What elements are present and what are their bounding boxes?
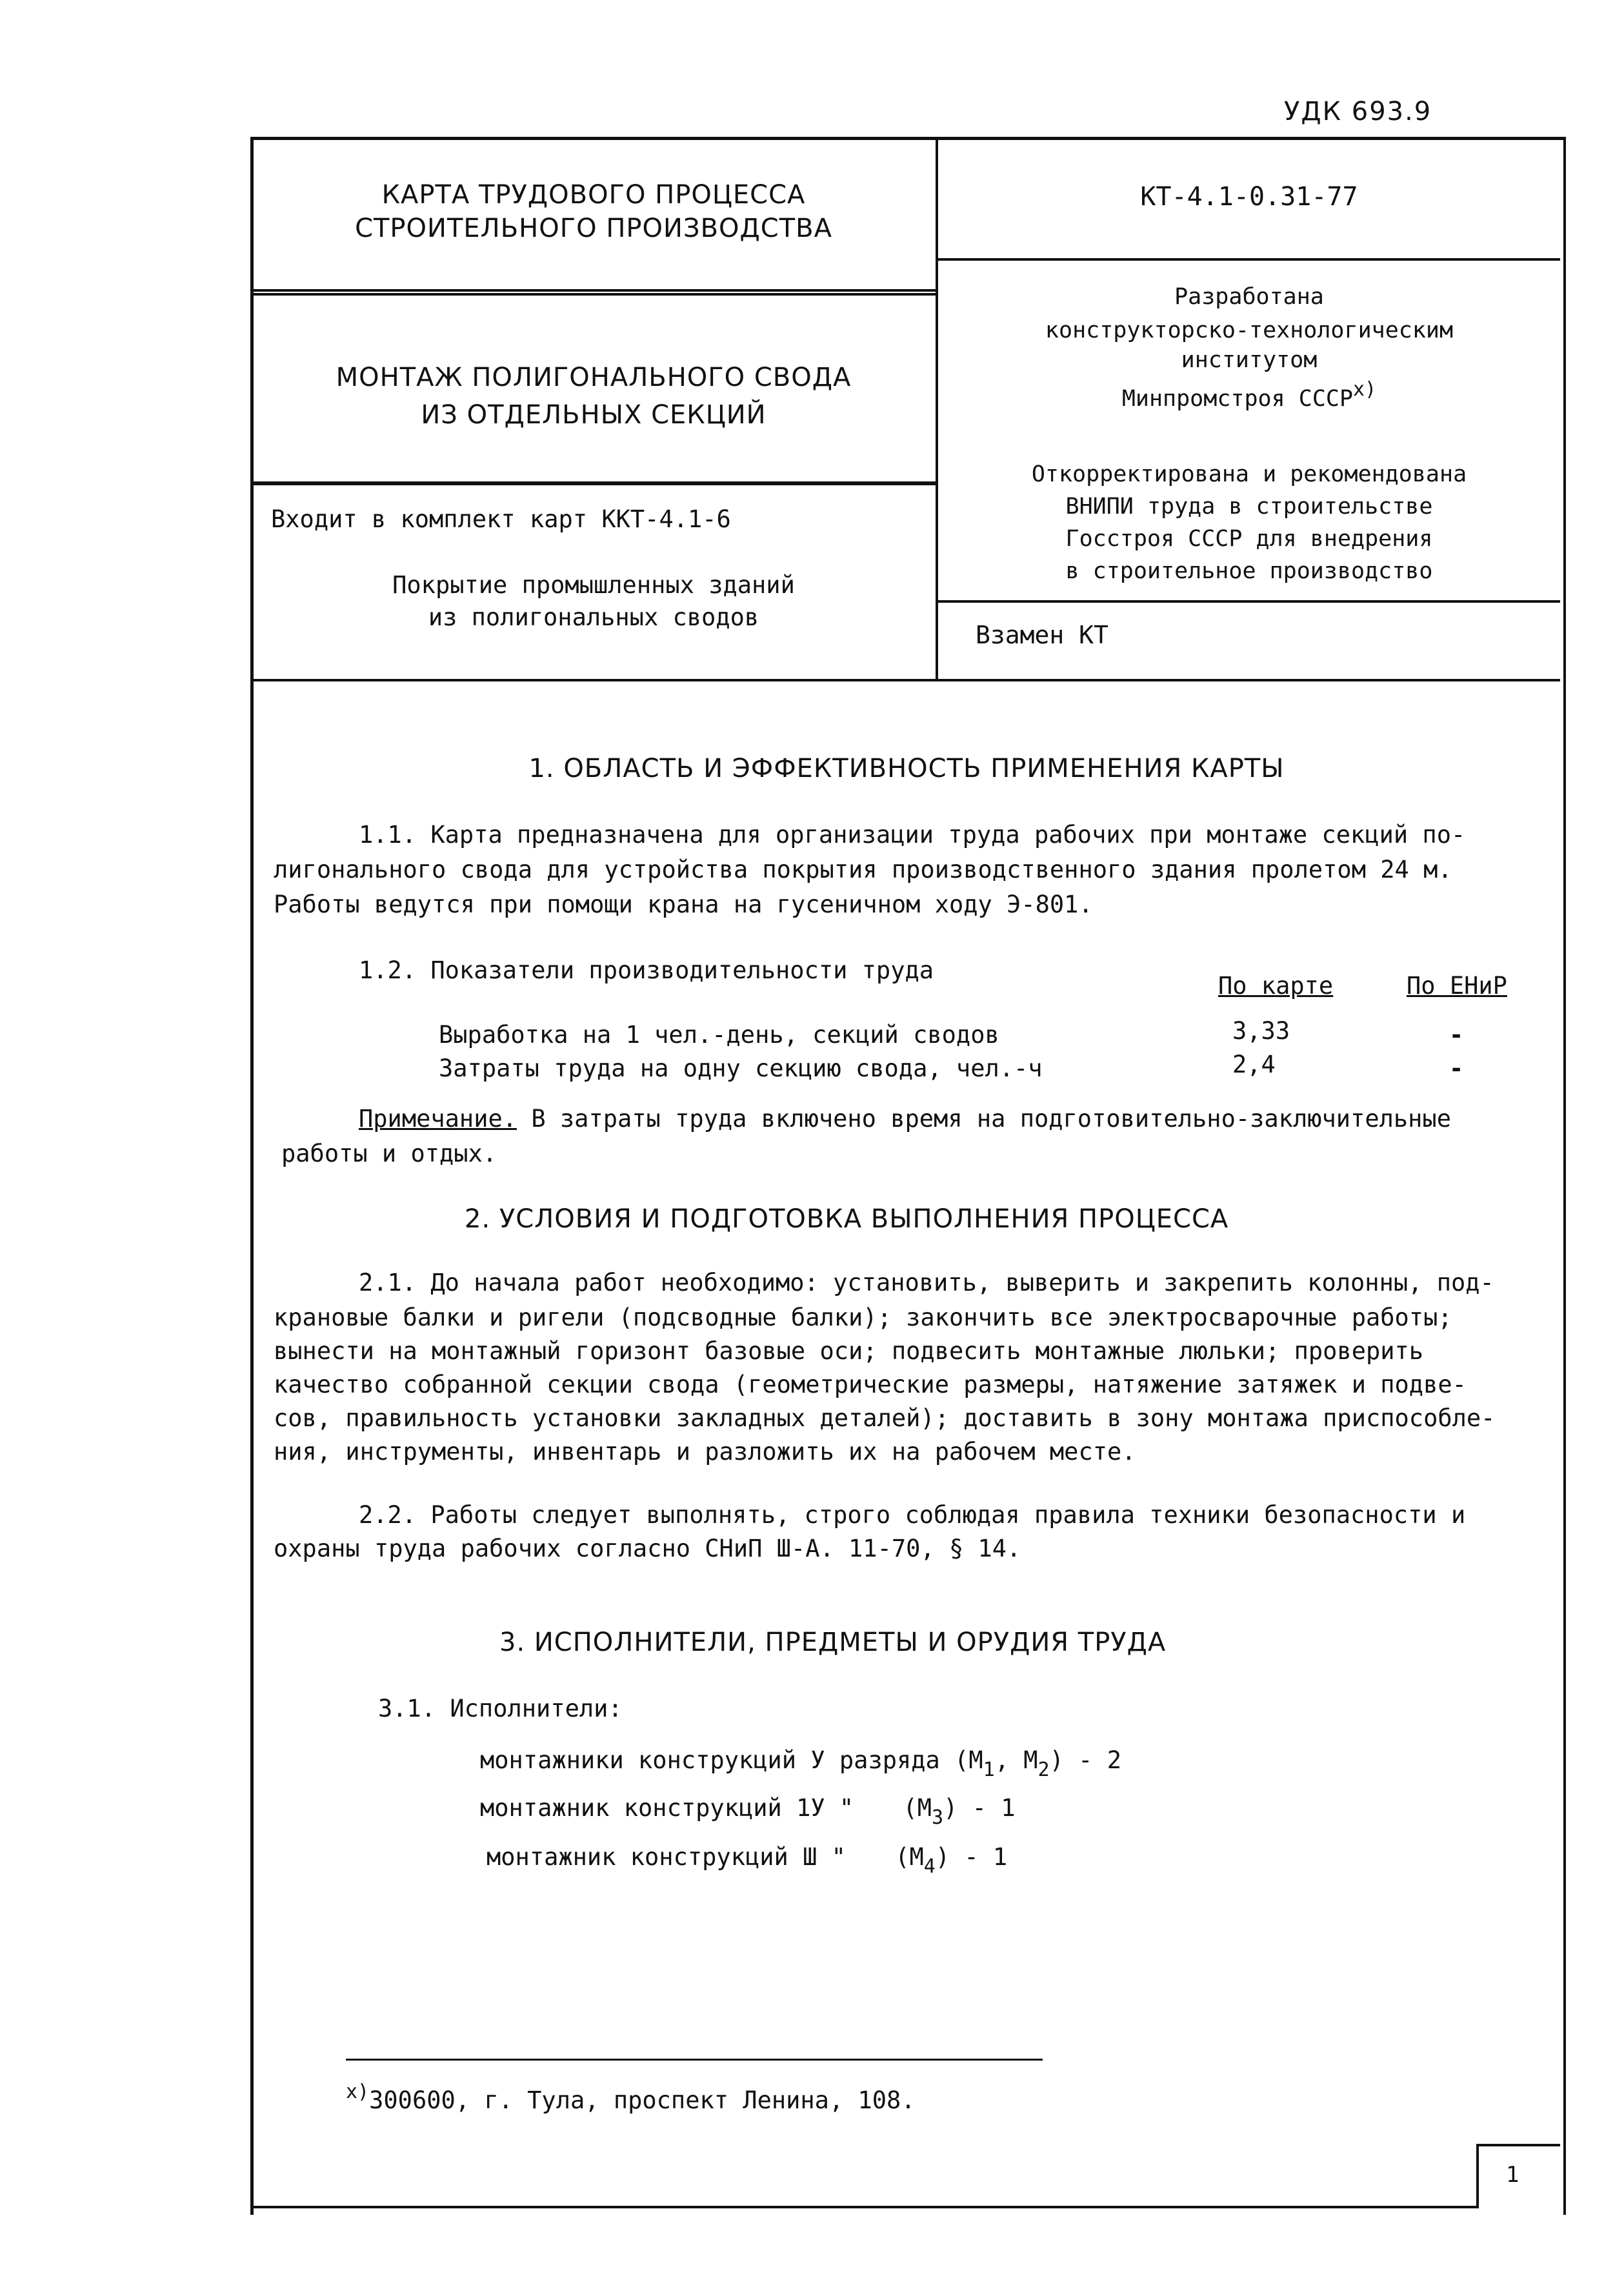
- p21-line4: качество собранной секции свода (геометрические размеры, натяжение затяжек и подве-: [274, 1371, 1467, 1398]
- note-label: Примечание.: [359, 1105, 517, 1133]
- worker-3: [486, 1843, 1007, 1878]
- corrected-line3: Госстроя СССР для внедрения: [1065, 526, 1433, 552]
- worker-1-mid: , М: [994, 1746, 1038, 1774]
- worker-1-text: монтажники конструкций У разряда (М: [480, 1746, 983, 1774]
- p21-line2: крановые балки и ригели (подсводные балки); закончить все электросварочные работы;: [274, 1304, 1452, 1331]
- developed-line3: институтом: [1181, 347, 1318, 373]
- card-title-line2: СТРОИТЕЛЬНОГО ПРОИЗВОДСТВА: [355, 214, 832, 243]
- worker-2-sub: 3: [932, 1806, 944, 1829]
- indicator-2-label: Затраты труда на одну секцию свода, чел.-ч: [439, 1054, 1043, 1082]
- developed-line4: [938, 373, 1560, 416]
- indicator-1-enir: -: [1449, 1021, 1464, 1049]
- footnote-text: 300600, г. Тула, проспект Ленина, 108.: [369, 2086, 916, 2114]
- note-text: В затраты труда включено время на подготовительно-заключительные: [517, 1105, 1451, 1133]
- column-enir-header: По ЕНиР: [1407, 972, 1507, 1000]
- worker-1-sub1: 1: [983, 1759, 995, 1781]
- section-2-title: 2. УСЛОВИЯ И ПОДГОТОВКА ВЫПОЛНЕНИЯ ПРОЦЕССА: [465, 1204, 1229, 1234]
- worker-1: [480, 1746, 1121, 1781]
- p22-line2: охраны труда рабочих согласно СНиП Ш-А. 11-70, § 14.: [274, 1535, 1021, 1562]
- p21-line5: сов, правильность установки закладных деталей); доставить в зону монтажа приспособле-: [274, 1404, 1496, 1432]
- developed-line1: Разработана: [1174, 284, 1324, 310]
- p21-line3: вынести на монтажный горизонт базовые оси; подвесить монтажные люльки; проверить: [274, 1337, 1424, 1365]
- p31-label: 3.1. Исполнители:: [378, 1695, 623, 1722]
- header-rule-bottom: [250, 679, 1560, 681]
- header-rule-right-2: [936, 600, 1560, 603]
- worker-1-sub2: 2: [1038, 1759, 1050, 1781]
- work-title: [253, 359, 934, 434]
- worker-2-mark: (М: [903, 1794, 932, 1822]
- p22-line1: 2.2. Работы следует выполнять, строго соблюдая правила техники безопасности и: [359, 1501, 1466, 1529]
- footnote: [346, 2081, 916, 2114]
- corrected-line1: Откорректирована и рекомендована: [1031, 461, 1467, 487]
- header-rule-3: [250, 481, 936, 485]
- work-title-line2: ИЗ ОТДЕЛЬНЫХ СЕКЦИЙ: [421, 400, 767, 430]
- p12-label: 1.2. Показатели производительности труда: [359, 956, 934, 984]
- kit-reference: Входит в комплект карт ККТ-4.1-6: [271, 505, 731, 533]
- worker-3-sub: 4: [923, 1855, 936, 1878]
- worker-3-mark: (М: [895, 1843, 924, 1871]
- kit-desc-line2: из полигональных сводов: [428, 603, 759, 631]
- corrected-line2: ВНИПИ труда в строительстве: [1065, 494, 1433, 520]
- header-rule-1: [250, 289, 936, 292]
- card-code: КТ-4.1-0.31-77: [1140, 182, 1358, 212]
- worker-2-text: монтажник конструкций 1У ": [480, 1794, 854, 1822]
- footnote-mark-ref: х): [1353, 378, 1377, 401]
- p21-line6: ния, инструменты, инвентарь и разложить их на рабочем месте.: [274, 1438, 1136, 1466]
- card-title: [253, 178, 934, 245]
- frame-bottom-line: [250, 2206, 1476, 2208]
- section-3-title: 3. ИСПОЛНИТЕЛИ, ПРЕДМЕТЫ И ОРУДИЯ ТРУДА: [499, 1628, 1167, 1657]
- footnote-mark: х): [346, 2081, 370, 2103]
- header-rule-right-1: [936, 258, 1560, 261]
- page-number: 1: [1506, 2162, 1519, 2188]
- worker-1-count: ) - 2: [1049, 1746, 1121, 1774]
- indicator-1-label: Выработка на 1 чел.-день, секций сводов: [439, 1021, 999, 1049]
- work-title-line1: МОНТАЖ ПОЛИГОНАЛЬНОГО СВОДА: [336, 363, 852, 392]
- card-title-line1: КАРТА ТРУДОВОГО ПРОЦЕССА: [381, 180, 806, 210]
- page-frame: [250, 137, 1566, 2215]
- worker-3-text: монтажник конструкций Ш ": [486, 1843, 846, 1871]
- p11-line2: лигонального свода для устройства покрытия производственного здания пролетом 24 м.: [274, 856, 1452, 883]
- p11-line1: 1.1. Карта предназначена для организации труда рабочих при монтаже секций по-: [359, 821, 1466, 849]
- indicator-2-enir: -: [1449, 1054, 1464, 1082]
- worker-2: [480, 1794, 1015, 1829]
- kit-desc-line1: Покрытие промышленных зданий: [392, 571, 795, 599]
- developed-by: [938, 280, 1560, 416]
- corrected-by: [938, 458, 1560, 587]
- worker-3-count: ) - 1: [935, 1843, 1008, 1871]
- note-line1: [359, 1105, 1451, 1133]
- udk-code: УДК 693.9: [1284, 97, 1432, 126]
- p11-line3: Работы ведутся при помощи крана на гусеничном ходу Э-801.: [274, 891, 1093, 918]
- developed-org: Минпромстроя СССР: [1121, 386, 1354, 412]
- developed-line2: конструкторско-технологическим: [1045, 318, 1454, 343]
- header-rule-2: [250, 293, 936, 296]
- replaces-card: Взамен КТ: [976, 621, 1108, 649]
- worker-2-count: ) - 1: [943, 1794, 1016, 1822]
- section-1-title: 1. ОБЛАСТЬ И ЭФФЕКТИВНОСТЬ ПРИМЕНЕНИЯ КАРТЫ: [528, 754, 1285, 783]
- kit-description: [253, 569, 934, 634]
- note-line2: работы и отдых.: [281, 1140, 497, 1167]
- indicator-2-card: 2,4: [1232, 1051, 1276, 1078]
- column-card-header: По карте: [1218, 972, 1334, 1000]
- indicator-1-card: 3,33: [1232, 1017, 1290, 1045]
- corrected-line4: в строительное производство: [1065, 558, 1433, 584]
- footnote-rule: [346, 2059, 1043, 2061]
- p21-line1: 2.1. До начала работ необходимо: установить, выверить и закрепить колонны, под-: [359, 1269, 1494, 1296]
